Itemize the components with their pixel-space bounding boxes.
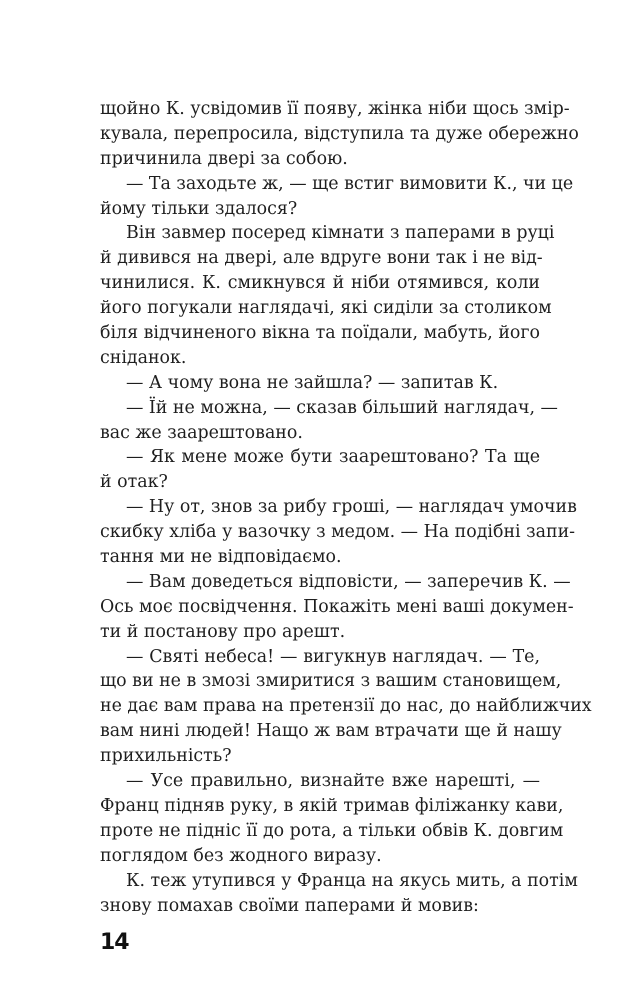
- paragraph: [100, 172, 574, 222]
- paragraph: [100, 97, 579, 172]
- text-line: вас же заарештовано.: [100, 422, 303, 443]
- text-line: — Усе правильно, визнайте вже нарешті, —: [126, 771, 540, 792]
- paragraph: [100, 769, 564, 869]
- paragraph: [100, 645, 592, 769]
- text-line: К. теж утупився у Франца на якусь мить, а потім: [126, 870, 578, 891]
- text-line: йому тільки здалося?: [100, 198, 298, 219]
- text-line: вам нині людей! Нащо ж вам втрачати ще й нашу: [100, 721, 562, 742]
- paragraph: [100, 570, 574, 645]
- text-line: — Та заходьте ж, — ще встиг вимовити К., чи це: [126, 173, 574, 194]
- text-line: сніданок.: [100, 347, 187, 368]
- paragraph: [100, 869, 578, 919]
- text-line: — Їй не можна, — сказав більший наглядач, —: [126, 397, 558, 418]
- page-body: [100, 97, 592, 918]
- text-line: причинила двері за собою.: [100, 148, 348, 169]
- text-line: чинилися. К. смикнувся й ніби отямився, коли: [100, 273, 540, 294]
- text-line: — Вам доведеться відповісти, — заперечив К. —: [126, 571, 571, 592]
- text-line: не дає вам права на претензії до нас, до найближчих: [100, 696, 592, 717]
- text-line: — Як мене може бути заарештовано? Та ще: [126, 447, 540, 468]
- text-line: біля відчиненого вікна та поїдали, мабуть, його: [100, 323, 540, 344]
- paragraph: [100, 396, 558, 446]
- text-line: його погукали наглядачі, які сиділи за столиком: [100, 298, 552, 319]
- text-line: й дивився на двері, але вдруге вони так і не від-: [100, 248, 543, 269]
- text-line: знову помахав своїми паперами й мовив:: [100, 895, 479, 916]
- paragraph: [100, 495, 577, 570]
- text-line: кувала, перепросила, відступила та дуже обережно: [100, 123, 579, 144]
- text-line: ти й постанову про арешт.: [100, 621, 346, 642]
- text-line: прихильність?: [100, 746, 232, 767]
- text-line: Ось моє посвідчення. Покажіть мені ваші докумен-: [100, 596, 574, 617]
- paragraph: [100, 371, 540, 396]
- text-line: Франц підняв руку, в якій тримав філіжанку кави,: [100, 795, 564, 816]
- text-line: проте не підніс її до рота, а тільки обвів К. довгим: [100, 820, 564, 841]
- text-line: поглядом без жодного виразу.: [100, 845, 382, 866]
- text-line: й отак?: [100, 472, 168, 493]
- text-line: тання ми не відповідаємо.: [100, 547, 342, 568]
- paragraph: [100, 445, 540, 495]
- text-line: Він завмер посеред кімнати з паперами в руці: [126, 223, 555, 244]
- text-line: — Святі небеса! — вигукнув наглядач. — Те,: [126, 646, 540, 667]
- text-line: що ви не в змозі змиритися з вашим становищем,: [100, 671, 562, 692]
- text-line: щойно К. усвідомив її появу, жінка ніби щось змір-: [100, 99, 570, 119]
- text-line: — А чому вона не зайшла? — запитав К.: [126, 372, 499, 393]
- text-line: скибку хліба у вазочку з медом. — На подібні запи-: [100, 522, 576, 543]
- text-line: — Ну от, знов за рибу гроші, — наглядач умочив: [126, 497, 577, 518]
- page-number: 14: [100, 930, 129, 955]
- paragraph: [100, 221, 555, 370]
